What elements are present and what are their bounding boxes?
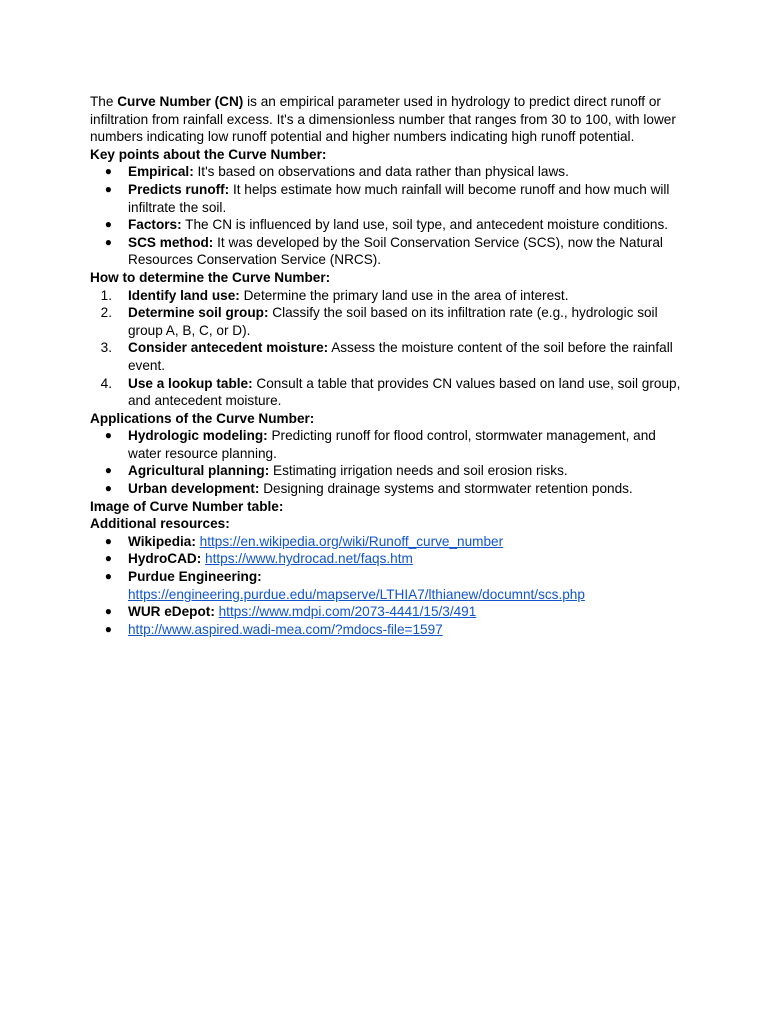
intro-paragraph: The Curve Number (CN) is an empirical parameter used in hydrology to predict direct runoff or infiltration from rainfall excess. It's a dimensionless number that ranges from 30 to 100, with lower numbers indicating low runoff potential and higher numbers indicating high runoff potential. [90, 94, 676, 145]
wur-edepot-link[interactable]: https://www.mdpi.com/2073-4441/15/3/491 [218, 604, 477, 620]
step-number: 4. [100, 375, 112, 391]
list-item: ● Wikipedia: https://en.wikipedia.org/wiki/Runoff_curve_number [90, 533, 690, 551]
key-points-list [90, 163, 690, 269]
bullet-icon: ● [104, 533, 112, 548]
intro-term: Curve Number (CN) [117, 94, 244, 109]
applications-heading: Applications of the Curve Number: [90, 410, 315, 426]
list-item: 2. Determine soil group: Classify the soil based on its infiltration rate (e.g., hydrologic soil group A, B, C, or D). [90, 304, 690, 339]
bullet-icon: ● [104, 481, 112, 496]
step-number: 1. [100, 287, 112, 303]
bullet-icon: ● [104, 181, 112, 196]
document-body [90, 93, 690, 638]
bullet-icon: ● [104, 463, 112, 478]
bullet-icon: ● [104, 428, 112, 443]
bullet-icon: ● [104, 604, 112, 619]
list-item: ● Empirical: It's based on observations and data rather than physical laws. [90, 163, 690, 181]
purdue-link[interactable]: https://engineering.purdue.edu/mapserve/LTHIA7/lthianew/documnt/scs.php [128, 586, 585, 602]
list-item: ● Agricultural planning: Estimating irrigation needs and soil erosion risks. [90, 462, 690, 480]
list-item: ● HydroCAD: https://www.hydrocad.net/faqs.htm [90, 550, 690, 568]
bullet-icon: ● [104, 217, 112, 232]
wikipedia-link[interactable]: https://en.wikipedia.org/wiki/Runoff_curve_number [199, 533, 504, 549]
bullet-icon: ● [104, 621, 112, 636]
list-item: ● SCS method: It was developed by the Soil Conservation Service (SCS), now the Natural Resources Conservation Service (NRCS). [90, 234, 690, 269]
step-number: 3. [100, 340, 112, 356]
resources-heading: Additional resources: [90, 516, 230, 532]
determine-steps-list [90, 287, 690, 410]
list-item [90, 621, 690, 639]
applications-list [90, 427, 690, 497]
aspired-link[interactable]: http://www.aspired.wadi-mea.com/?mdocs-file=1597 [128, 621, 443, 637]
list-item: ● Purdue Engineering: https://engineering.purdue.edu/mapserve/LTHIA7/lthianew/documnt/scs.php [90, 568, 690, 603]
list-item: ● Hydrologic modeling: Predicting runoff for flood control, stormwater management, and water resource planning. [90, 427, 690, 462]
list-item: 4. Use a lookup table: Consult a table that provides CN values based on land use, soil group, and antecedent moisture. [90, 375, 690, 410]
step-number: 2. [100, 305, 112, 321]
hydrocad-link[interactable]: https://www.hydrocad.net/faqs.htm [205, 551, 413, 567]
key-points-heading: Key points about the Curve Number: [90, 146, 327, 162]
list-item: ● Urban development: Designing drainage systems and stormwater retention ponds. [90, 480, 690, 498]
list-item: ● Factors: The CN is influenced by land use, soil type, and antecedent moisture conditions. [90, 216, 690, 234]
list-item: 3. Consider antecedent moisture: Assess the moisture content of the soil before the rainfall event. [90, 339, 690, 374]
list-item: ● Predicts runoff: It helps estimate how much rainfall will become runoff and how much will infiltrate the soil. [90, 181, 690, 216]
bullet-icon: ● [104, 164, 112, 179]
bullet-icon: ● [104, 551, 112, 566]
bullet-icon: ● [104, 569, 112, 584]
bullet-icon: ● [104, 234, 112, 249]
resources-list [90, 533, 690, 639]
determine-heading: How to determine the Curve Number: [90, 269, 331, 285]
image-heading: Image of Curve Number table: [90, 498, 284, 514]
list-item: ● WUR eDepot: https://www.mdpi.com/2073-4441/15/3/491 [90, 603, 690, 621]
list-item: 1. Identify land use: Determine the primary land use in the area of interest. [90, 287, 690, 305]
